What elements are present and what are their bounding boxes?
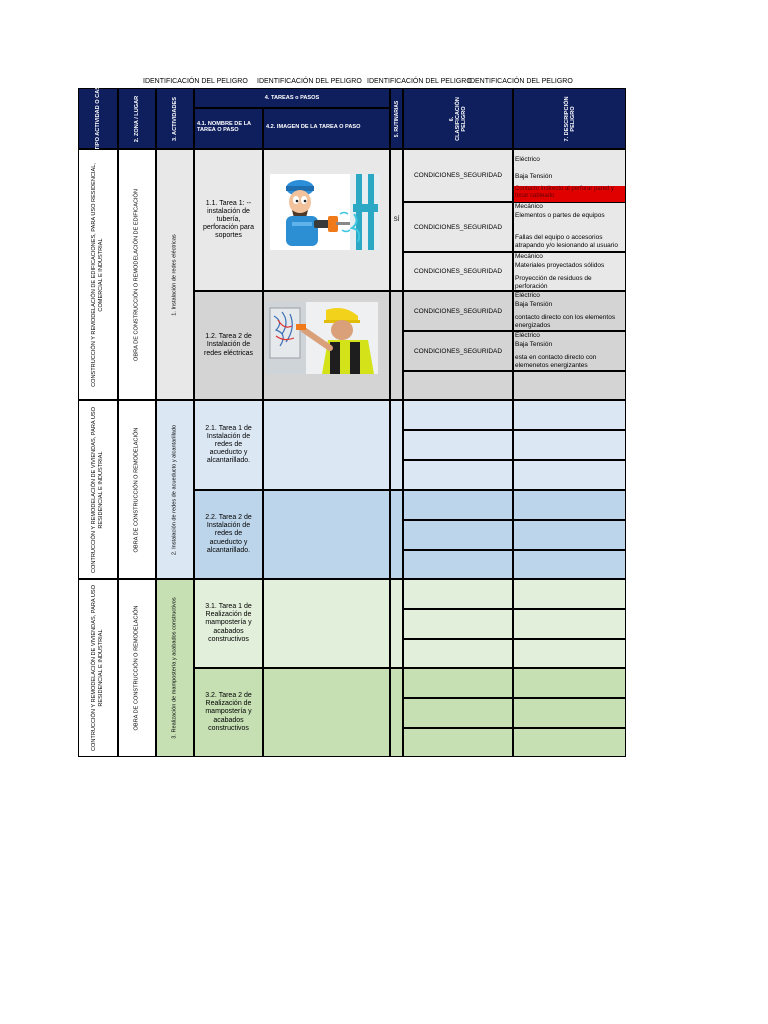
section-1-zona: OBRA DE CONSTRUCCIÓN O REMODELACIÓN DE EDIFICACIÓN [118, 149, 156, 400]
hazard-3-descripcion: Mecánico Materiales proyectados sólidos Proyección de residuos de perforación [513, 252, 626, 291]
section-2-row-6-desc [513, 550, 626, 579]
electrician-photo [266, 302, 378, 374]
section-3-row-6-clas [403, 728, 513, 757]
section-2-zona: OBRA DE CONSTRUCCIÓN O REMODELACIÓN [118, 400, 156, 579]
top-label-3: IDENTIFICACIÓN DEL PELIGRO [367, 78, 472, 85]
task-1-1-image-cell [263, 149, 390, 291]
task-2-2-name: 2.2. Tarea 2 de Instalación de redes de acueducto y alcantarillado. [194, 490, 263, 579]
section-2-row-5-desc [513, 520, 626, 550]
top-label-2: IDENTIFICACIÓN DEL PELIGRO [257, 78, 362, 85]
section-3-row-2-desc [513, 609, 626, 639]
section-2-row-3-desc [513, 460, 626, 490]
section-2-row-4-desc [513, 490, 626, 520]
hazard-1-descripcion: Eléctrico Baja Tensión Contacto indirecto al perforar pared y tocar cableado [513, 149, 626, 202]
task-1-2-image-cell [263, 291, 390, 400]
task-1-1-name: 1.1. Tarea 1: -- instalación de tubería, perforación para soportes [194, 149, 263, 291]
hazard-5-clasificacion: CONDICIONES_SEGURIDAD [403, 331, 513, 371]
task-3-1-name: 3.1. Tarea 1 de Realización de mampostería y acabados constructivos [194, 579, 263, 668]
hazard-alert: Contacto indirecto al perforar pared y tocar cableado [514, 186, 625, 202]
hazard-4-clasificacion: CONDICIONES_SEGURIDAD [403, 291, 513, 331]
section-2-actividad: 2. Instalación de redes de acueducto y alcantarillado [156, 400, 194, 579]
section-3-zona: OBRA DE CONSTRUCCIÓN O REMODELACIÓN [118, 579, 156, 757]
hazard-4-descripcion: Eléctrico Baja Tensión contacto directo con los elementos energizados [513, 291, 626, 331]
section-1-actividad: 1. Instalación de redes eléctricas [156, 149, 194, 400]
task-3-1-rutinaria [390, 579, 403, 668]
section-2-row-1-clas [403, 400, 513, 430]
hazard-2-clasificacion: CONDICIONES_SEGURIDAD [403, 202, 513, 252]
hazard-empty-clasificacion [403, 371, 513, 400]
section-2-tipo: CONTRUCCIÓN Y REMODELACIÓN DE VIVIENDAS, PARA USO RESIDENCIAL E INDUSTRIAL [78, 400, 118, 579]
task-2-1-rutinaria [390, 400, 403, 490]
section-3-row-5-desc [513, 698, 626, 728]
section-3-row-4-clas [403, 668, 513, 698]
section-3-tipo: CONTRUCCIÓN Y REMODELACIÓN DE VIVIENDAS, PARA USO RESIDENCIAL E INDUSTRIAL [78, 579, 118, 757]
task-2-2-rutinaria [390, 490, 403, 579]
header-imagen: 4.2. IMAGEN DE LA TAREA O PASO [263, 108, 390, 149]
task-1-2-rutinaria [390, 291, 403, 400]
section-1-tipo: CONSTRUCCIÓN Y REMODELACIÓN DE EDIFICACIONES, PARA USO RESIDENCIAL, COMERCIAL E INDUSTRIAL [78, 149, 118, 400]
header-tareas: 4. TAREAS o PASOS [194, 88, 390, 108]
section-2-row-1-desc [513, 400, 626, 430]
task-3-2-rutinaria [390, 668, 403, 757]
worker-drilling-illustration [270, 174, 380, 250]
task-3-2-name: 3.2. Tarea 2 de Realización de mampostería y acabados constructivos [194, 668, 263, 757]
hazard-5-descripcion: Eléctrico Baja Tensión esta en contacto directo con elemenetos energizantes [513, 331, 626, 371]
top-label-1: IDENTIFICACIÓN DEL PELIGRO [143, 78, 248, 85]
hazard-2-descripcion: Mecánico Elementos o partes de equipos Fallas del equipo o accesorios atrapando y/o lesionando al usuario [513, 202, 626, 252]
header-descripcion: 7. DESCRIPCIÓN PELIGRO [513, 88, 626, 149]
header-zona: 2. ZONA / LUGAR [118, 88, 156, 149]
section-2-row-2-desc [513, 430, 626, 460]
task-1-1-rutinaria: SÍ [390, 149, 403, 291]
section-3-row-2-clas [403, 609, 513, 639]
section-2-row-6-clas [403, 550, 513, 579]
task-2-2-image-cell [263, 490, 390, 579]
section-2-row-3-clas [403, 460, 513, 490]
task-3-1-image-cell [263, 579, 390, 668]
hazard-empty-descripcion [513, 371, 626, 400]
section-3-row-4-desc [513, 668, 626, 698]
hazard-1-clasificacion: CONDICIONES_SEGURIDAD [403, 149, 513, 202]
section-3-row-5-clas [403, 698, 513, 728]
section-3-row-3-desc [513, 639, 626, 668]
hazard-3-clasificacion: CONDICIONES_SEGURIDAD [403, 252, 513, 291]
header-actividades: 3. ACTIVIDADES [156, 88, 194, 149]
section-3-row-1-clas [403, 579, 513, 609]
header-tipo: 1. TIPO ACTIVIDAD O CASO [78, 88, 118, 149]
section-3-actividad: 3. Realización de mampostería y acabados constructivos [156, 579, 194, 757]
header-clasificacion: 6. CLASIFICACIÓN PELIGRO [403, 88, 513, 149]
task-3-2-image-cell [263, 668, 390, 757]
task-1-2-name: 1.2. Tarea 2 de Instalación de redes eléctricas [194, 291, 263, 400]
header-rutinarias: 5. RUTINARIAS [390, 88, 403, 149]
top-label-4: IDENTIFICACIÓN DEL PELIGRO [468, 78, 573, 85]
section-3-row-3-clas [403, 639, 513, 668]
task-2-1-name: 2.1. Tarea 1 de Instalación de redes de acueducto y alcantarillado. [194, 400, 263, 490]
section-3-row-1-desc [513, 579, 626, 609]
section-2-row-2-clas [403, 430, 513, 460]
section-2-row-5-clas [403, 520, 513, 550]
section-3-row-6-desc [513, 728, 626, 757]
header-nombre: 4.1. NOMBRE DE LA TAREA O PASO [194, 108, 263, 149]
task-2-1-image-cell [263, 400, 390, 490]
section-2-row-4-clas [403, 490, 513, 520]
